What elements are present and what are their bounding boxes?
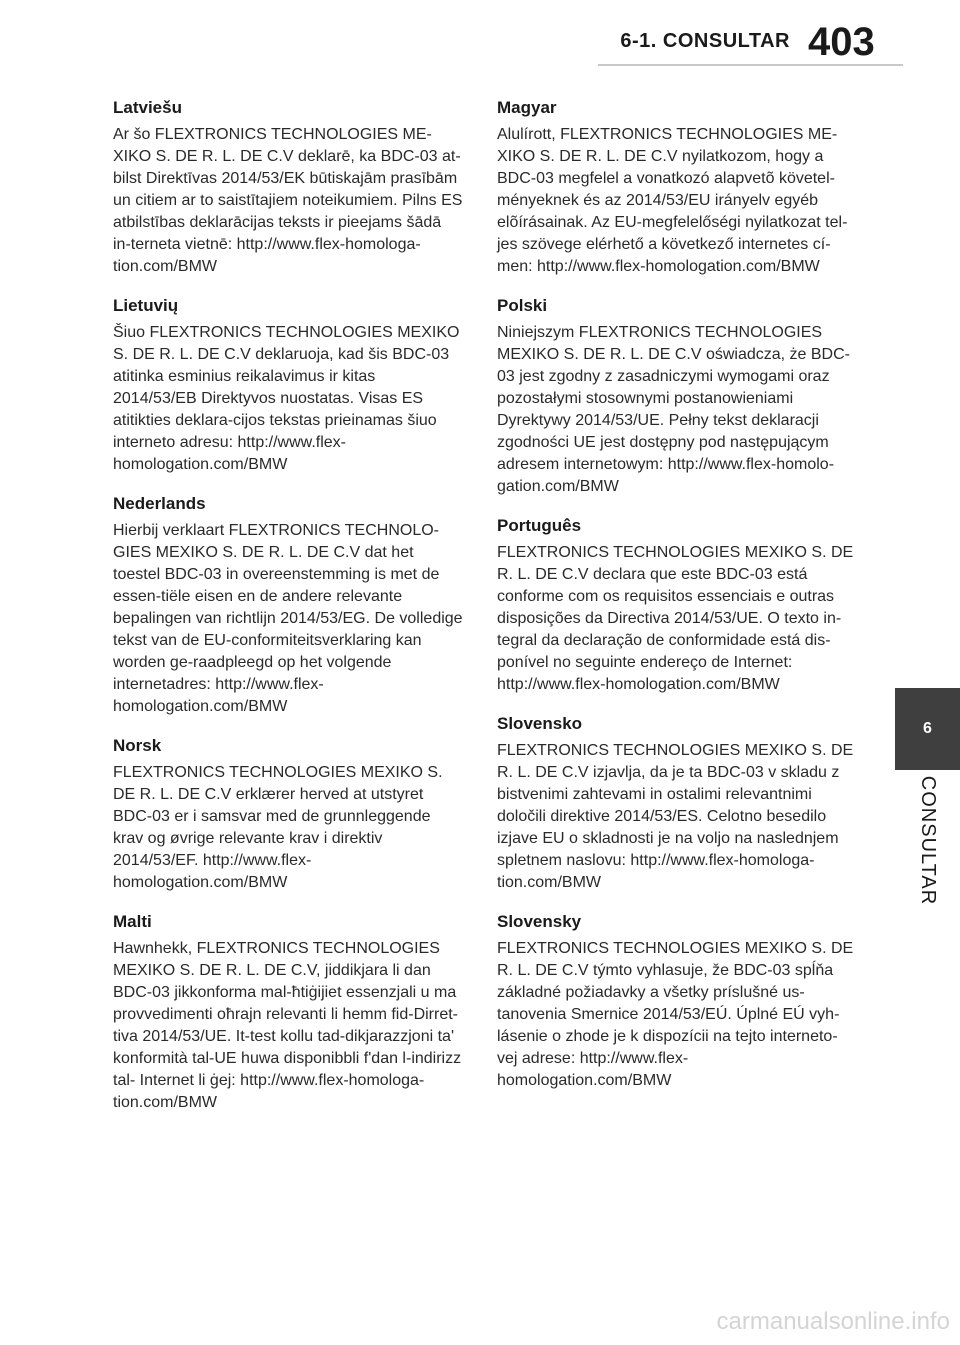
- section-polski: [497, 296, 857, 498]
- section-heading: Lietuvių: [113, 296, 179, 315]
- chapter-tab: [895, 688, 960, 770]
- section-slovensko: [497, 714, 857, 894]
- section-nederlands: [113, 494, 463, 718]
- section-slovensky: [497, 912, 857, 1092]
- section-heading: Nederlands: [113, 494, 206, 513]
- section-body: FLEXTRONICS TECHNOLOGIES MEXIKO S. DE R. L. DE C.V týmto vyhlasuje, že BDC-03 spĺňa základné požiadavky a všetky príslušné us-tanovenia Smernice 2014/53/EÚ. Úplné EÚ vyh-lásenie o zhode je k dispozícii na tejto interneto-vej adrese: http://www.flex-homologation.com/BMW: [497, 940, 854, 1089]
- section-malti: [113, 912, 463, 1114]
- section-body: FLEXTRONICS TECHNOLOGIES MEXIKO S. DE R. L. DE C.V erklærer herved at utstyret BDC-03 er i samsvar med de grunnleggende krav og øvrige relevante krav i direktiv 2014/53/EF. http://www.flex-homologation.com/BMW: [113, 764, 443, 891]
- header-divider: [598, 64, 903, 66]
- section-heading: Latviešu: [113, 98, 182, 117]
- section-body: Alulírott, FLEXTRONICS TECHNOLOGIES ME-XIKO S. DE R. L. DE C.V nyilatkozom, hogy a BDC-03 megfelel a vonatkozó alapvetõ követel-ményeknek és az 2014/53/EU irányelv egyéb elõírásainak. Az EU-megfelelőségi nyilatkozat tel-jes szövege elérhető a következő internetes cí-men: http://www.flex-homologation.com/BMW: [497, 126, 848, 275]
- section-lietuviu: [113, 296, 463, 476]
- chapter-side-label: [895, 770, 960, 910]
- section-heading: Polski: [497, 296, 548, 315]
- section-norsk: [113, 736, 463, 894]
- section-portugues: [497, 516, 857, 696]
- section-magyar: [497, 98, 857, 278]
- section-body: Hierbij verklaart FLEXTRONICS TECHNOLO-GIES MEXIKO S. DE R. L. DE C.V dat het toestel BDC-03 in overeenstemming is met de essen-tiële eisen en de andere relevante bepalingen van richtlijn 2014/53/EG. De volledige tekst van de EU-conformiteitsverklaring kan worden ge-raadpleegd op het volgende internetadres: http://www.flex-homologation.com/BMW: [113, 522, 463, 715]
- section-body: Hawnhekk, FLEXTRONICS TECHNOLOGIES MEXIKO S. DE R. L. DE C.V, jiddikjara li dan BDC-03 jikkonforma mal-ħtiġijiet essenzjali u ma provvedimenti oħrajn relevanti li hemm fid-Dirret-tiva 2014/53/UE. It-test kollu tad-dikjarazzjoni ta' konformità tal-UE huwa disponibbli f'dan l-indirizz tal- Internet li ġej: http://www.flex-homologa-tion.com/BMW: [113, 940, 462, 1111]
- section-latviesu: [113, 98, 463, 278]
- section-body: FLEXTRONICS TECHNOLOGIES MEXIKO S. DE R. L. DE C.V izjavlja, da je ta BDC-03 v skladu z bistvenimi zahtevami in ostalimi relevantnimi določili direktive 2014/53/ES. Celotno besedilo izjave EU o skladnosti je na voljo na naslednjem spletnem naslovu: http://www.flex-homologa-tion.com/BMW: [497, 742, 854, 891]
- section-title: 6-1. CONSULTAR: [620, 30, 790, 52]
- section-body: Niniejszym FLEXTRONICS TECHNOLOGIES MEXIKO S. DE R. L. DE C.V oświadcza, że BDC-03 jest zgodny z zasadniczymi wymogami oraz pozostałymi stosownymi postanowieniami Dyrektywy 2014/53/UE. Pełny tekst deklaracji zgodności UE jest dostępny pod następującym adresem internetowym: http://www.flex-homolo-gation.com/BMW: [497, 324, 850, 495]
- section-heading: Magyar: [497, 98, 557, 117]
- chapter-number: 6: [923, 720, 932, 737]
- section-body: Šiuo FLEXTRONICS TECHNOLOGIES MEXIKO S. DE R. L. DE C.V deklaruoja, kad šis BDC-03 atitinka esminius reikalavimus ir kitas 2014/53/EB Direktyvos nuostatas. Visas ES atitikties deklara-cijos tekstas prieinamas šiuo interneto adresu: http://www.flex-homologation.com/BMW: [113, 324, 460, 473]
- section-heading: Malti: [113, 912, 152, 931]
- section-heading: Português: [497, 516, 582, 535]
- page-number: 403: [808, 20, 875, 64]
- right-column: [497, 98, 857, 1110]
- watermark: carmanualsonline.info: [716, 1308, 950, 1335]
- section-heading: Slovensky: [497, 912, 582, 931]
- section-heading: Slovensko: [497, 714, 583, 733]
- section-heading: Norsk: [113, 736, 162, 755]
- section-body: FLEXTRONICS TECHNOLOGIES MEXIKO S. DE R. L. DE C.V declara que este BDC-03 está conforme com os requisitos essenciais e outras disposições da Directiva 2014/53/UE. O texto in-tegral da declaração de conformidade está dis-ponível no seguinte endereço de Internet: http://www.flex-homologation.com/BMW: [497, 544, 854, 693]
- chapter-label: CONSULTAR: [917, 775, 940, 905]
- left-column: [113, 98, 463, 1132]
- section-body: Ar šo FLEXTRONICS TECHNOLOGIES ME-XIKO S. DE R. L. DE C.V deklarē, ka BDC-03 at-bilst Direktīvas 2014/53/EK būtiskajām prasībām un citiem ar to saistītajiem noteikumiem. Pilns ES atbilstības deklarācijas teksts ir pieejams šādā in-terneta vietnē: http://www.flex-homologa-tion.com/BMW: [113, 126, 463, 275]
